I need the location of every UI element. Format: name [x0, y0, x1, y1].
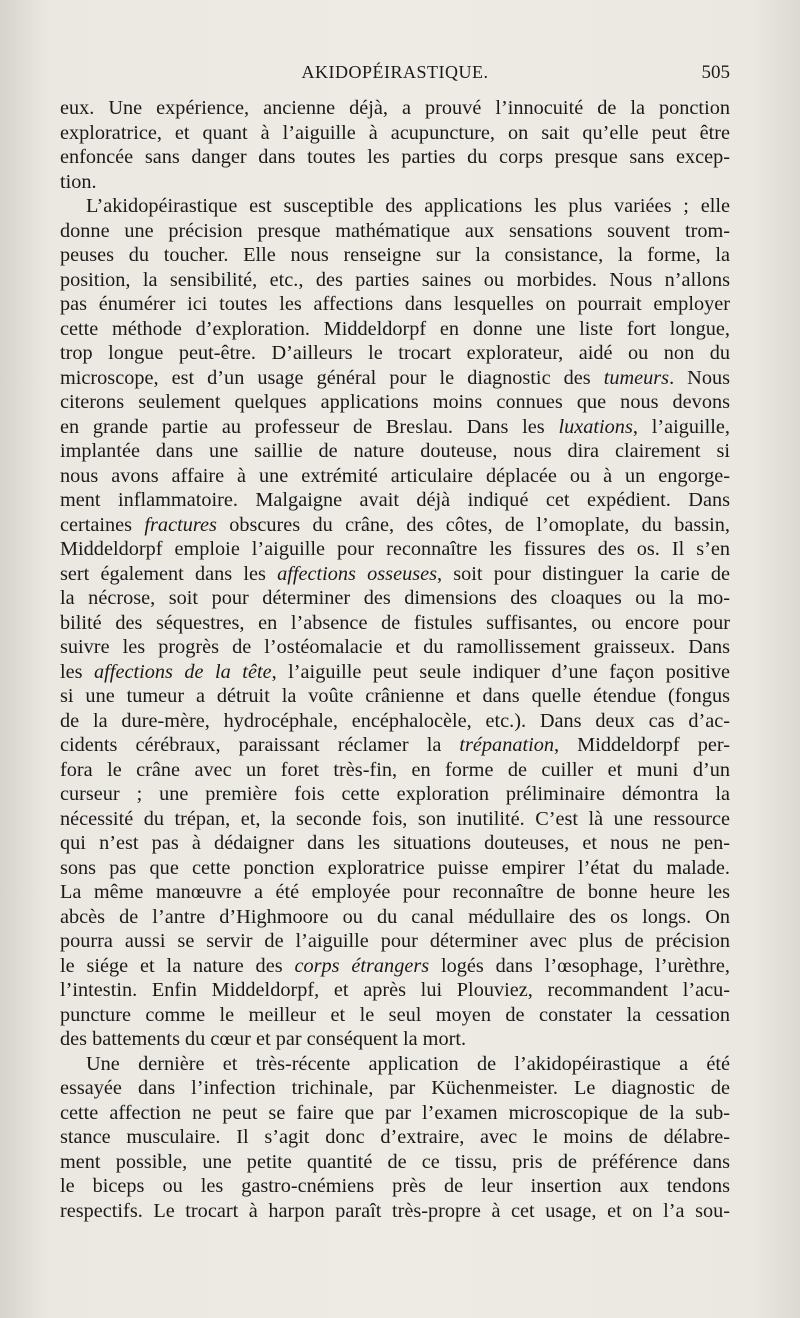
text-segment: la nécrose, soit pour déterminer des dimensions des cloaques ou la mo- — [60, 587, 730, 609]
text-segment: exploratrice, et quant à l’aiguille à acupuncture, on sait qu’elle peut être — [60, 121, 730, 144]
text-line — [60, 978, 730, 1003]
text-segment: , l’aiguille, — [632, 415, 730, 438]
text-segment: L’akidopéirastique est susceptible des applications les plus variées ; elle — [86, 195, 730, 217]
text-line — [60, 121, 730, 146]
text-segment: sert également dans les — [60, 562, 278, 585]
text-line — [60, 1027, 730, 1052]
text-line — [60, 268, 730, 293]
italic-term: trépanation — [459, 734, 555, 756]
text-line — [60, 194, 730, 219]
text-segment: respectifs. Le trocart à harpon paraît très-propre à cet usage, et on l’a sou- — [60, 1199, 730, 1222]
text-segment: La même manœuvre a été employée pour reconnaître de bonne heure les — [60, 881, 730, 903]
text-segment: position, la sensibilité, etc., des parties saines ou morbides. Nous n’allons — [60, 268, 730, 291]
text-segment: cette méthode d’exploration. Middeldorpf en donne une liste fort longue, — [60, 317, 730, 340]
italic-term: tumeurs — [603, 366, 670, 389]
text-line — [60, 464, 730, 489]
text-line — [60, 562, 730, 587]
text-line — [60, 317, 730, 342]
page-header — [60, 62, 730, 88]
text-line — [60, 1199, 730, 1224]
italic-term: affections osseuses — [277, 562, 437, 585]
text-segment: sons pas que cette ponction exploratrice puisse empirer l’état du malade. — [60, 856, 730, 879]
italic-term: affections de la tête — [94, 660, 272, 683]
text-segment: enfoncée sans danger dans toutes les parties du corps presque sans excep- — [60, 146, 730, 168]
text-segment: abcès de l’antre d’Highmoore ou du canal médullaire des os longs. On — [60, 905, 730, 928]
italic-term: fractures — [144, 513, 217, 536]
text-segment: nous avons affaire à une extrémité articulaire déplacée ou à un engorge- — [60, 464, 730, 487]
page-body — [60, 96, 730, 1223]
text-line — [60, 660, 730, 685]
text-line — [60, 219, 730, 244]
text-line — [60, 905, 730, 930]
text-segment: pas énumérer ici toutes les affections dans lesquelles on pourrait employer — [60, 293, 730, 315]
text-segment: qui n’est pas à dédaigner dans les situations douteuses, et nous ne pen- — [60, 832, 730, 854]
text-line — [60, 1174, 730, 1199]
text-segment: Une dernière et très-récente application de l’akidopéirastique a été — [86, 1052, 730, 1075]
text-segment: peuses du toucher. Elle nous renseigne sur la consistance, la forme, la — [60, 244, 730, 266]
text-segment: puncture comme le meilleur et le seul moyen de constater la cessation — [60, 1003, 730, 1026]
text-line — [60, 96, 730, 121]
text-line — [60, 1076, 730, 1101]
text-segment: les — [60, 660, 95, 683]
text-segment: eux. Une expérience, ancienne déjà, a prouvé l’innocuité de la ponction — [60, 97, 730, 119]
text-line — [60, 807, 730, 832]
text-line — [60, 586, 730, 611]
text-segment: l’intestin. Enfin Middeldorpf, et après lui Plouviez, recommandent l’acu- — [60, 979, 730, 1001]
text-line — [60, 145, 730, 170]
text-line — [60, 488, 730, 513]
text-segment: ment possible, une petite quantité de ce tissu, pris de préférence dans — [60, 1150, 730, 1173]
text-line — [60, 954, 730, 979]
text-segment: microscope, est d’un usage général pour le diagnostic des — [60, 366, 604, 389]
text-segment: implantée dans une saillie de nature douteuse, nous dira clairement si — [60, 440, 730, 462]
text-line — [60, 856, 730, 881]
text-line — [60, 929, 730, 954]
italic-term: luxations — [558, 415, 633, 438]
text-segment: suivre les progrès de l’ostéomalacie et du ramollissement graisseux. Dans — [60, 636, 730, 658]
text-segment: citerons seulement quelques applications moins connues que nous devons — [60, 391, 730, 413]
text-line — [60, 684, 730, 709]
text-line — [60, 390, 730, 415]
text-line — [60, 1150, 730, 1175]
text-segment: essayée dans l’infection trichinale, par Küchenmeister. Le diagnostic de — [60, 1077, 730, 1099]
text-segment: donne une précision presque mathématique aux sensations souvent trom- — [60, 219, 730, 242]
text-segment: , Middeldorpf per- — [554, 734, 730, 756]
text-line — [60, 170, 730, 195]
text-line — [60, 611, 730, 636]
text-segment: cette affection ne peut se faire que par l’examen microscopique de la sub- — [60, 1101, 730, 1124]
text-segment: curseur ; une première fois cette exploration préliminaire démontra la — [60, 783, 730, 805]
text-segment: cidents cérébraux, paraissant réclamer la — [60, 734, 460, 756]
text-line — [60, 513, 730, 538]
text-segment: si une tumeur a détruit la voûte crânienne et dans quelle étendue (fongus — [60, 685, 730, 707]
text-line — [60, 243, 730, 268]
text-line — [60, 782, 730, 807]
text-line — [60, 439, 730, 464]
text-segment: nécessité du trépan, et, la seconde fois, son inutilité. C’est là une ressource — [60, 807, 730, 830]
page-number: 505 — [701, 62, 730, 83]
text-segment: des battements du cœur et par conséquent la mort. — [60, 1028, 467, 1050]
text-segment: certaines — [60, 513, 145, 536]
text-line — [60, 292, 730, 317]
text-segment: bilité des séquestres, en l’absence de fistules suffisantes, ou encore pour — [60, 611, 730, 634]
text-line — [60, 1101, 730, 1126]
text-line — [60, 831, 730, 856]
text-segment: le siége et la nature des — [60, 954, 295, 977]
text-line — [60, 733, 730, 758]
text-segment: Middeldorpf emploie l’aiguille pour reconnaître les fissures des os. Il s’en — [60, 538, 730, 560]
text-line — [60, 1125, 730, 1150]
text-line — [60, 341, 730, 366]
text-segment: fora le crâne avec un foret très-fin, en forme de cuiller et muni d’un — [60, 758, 730, 781]
text-segment: obscures du crâne, des côtes, de l’omoplate, du bassin, — [216, 513, 730, 536]
text-segment: de la dure-mère, hydrocéphale, encéphalocèle, etc.). Dans deux cas d’ac- — [60, 709, 730, 732]
text-segment: trop longue peut-être. D’ailleurs le trocart explorateur, aidé ou non du — [60, 342, 730, 364]
text-segment: stance musculaire. Il s’agit donc d’extraire, avec le moins de délabre- — [60, 1126, 730, 1148]
running-title: AKIDOPÉIRASTIQUE. — [301, 62, 489, 82]
text-segment: . Nous — [669, 366, 730, 389]
text-segment: , soit pour distinguer la carie de — [437, 562, 730, 585]
text-line — [60, 1052, 730, 1077]
text-segment: ment inflammatoire. Malgaigne avait déjà indiqué cet expédient. Dans — [60, 489, 730, 511]
italic-term: corps étrangers — [294, 954, 430, 977]
text-line — [60, 366, 730, 391]
text-segment: pourra aussi se servir de l’aiguille pour déterminer avec plus de précision — [60, 930, 730, 952]
text-segment: en grande partie au professeur de Breslau. Dans les — [60, 415, 559, 438]
text-segment: le biceps ou les gastro-cnémiens près de leur insertion aux tendons — [60, 1175, 730, 1197]
text-segment: tion. — [60, 170, 97, 193]
text-segment: logés dans l’œsophage, l’urèthre, — [429, 954, 730, 977]
text-line — [60, 758, 730, 783]
text-line — [60, 635, 730, 660]
text-line — [60, 1003, 730, 1028]
text-line — [60, 709, 730, 734]
text-line — [60, 880, 730, 905]
text-segment: , l’aiguille peut seule indiquer d’une façon positive — [271, 660, 730, 683]
text-line — [60, 415, 730, 440]
text-line — [60, 537, 730, 562]
